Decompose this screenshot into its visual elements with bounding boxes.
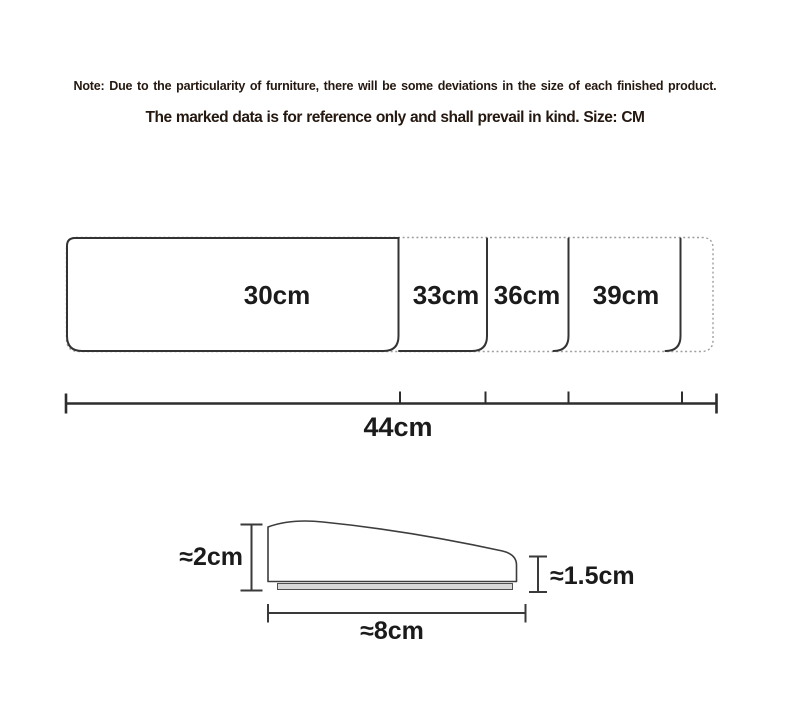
size-label-39: 39cm <box>592 280 660 310</box>
width-diagram <box>67 238 714 352</box>
size-label-33: 33cm <box>412 280 480 310</box>
profile-diagram <box>179 521 634 645</box>
left-height-measure <box>179 525 262 591</box>
note-line-2: The marked data is for reference only and shall prevail in kind. Size: CM <box>145 109 645 126</box>
total-width-label: 44cm <box>363 412 433 442</box>
note-line-1: Note: Due to the particularity of furniture, there will be some deviations in the size of each finished product. <box>73 79 717 93</box>
profile-body <box>268 521 517 581</box>
total-width-measure <box>66 392 717 443</box>
size-label-36: 36cm <box>493 280 561 310</box>
base-width-label: ≈8cm <box>360 617 424 645</box>
left-height-label: ≈2cm <box>179 543 243 571</box>
base-width-measure <box>268 604 526 645</box>
right-height-measure <box>529 557 635 593</box>
size-label-30: 30cm <box>243 280 311 310</box>
profile-base-plate <box>278 584 513 590</box>
right-height-label: ≈1.5cm <box>550 562 635 590</box>
